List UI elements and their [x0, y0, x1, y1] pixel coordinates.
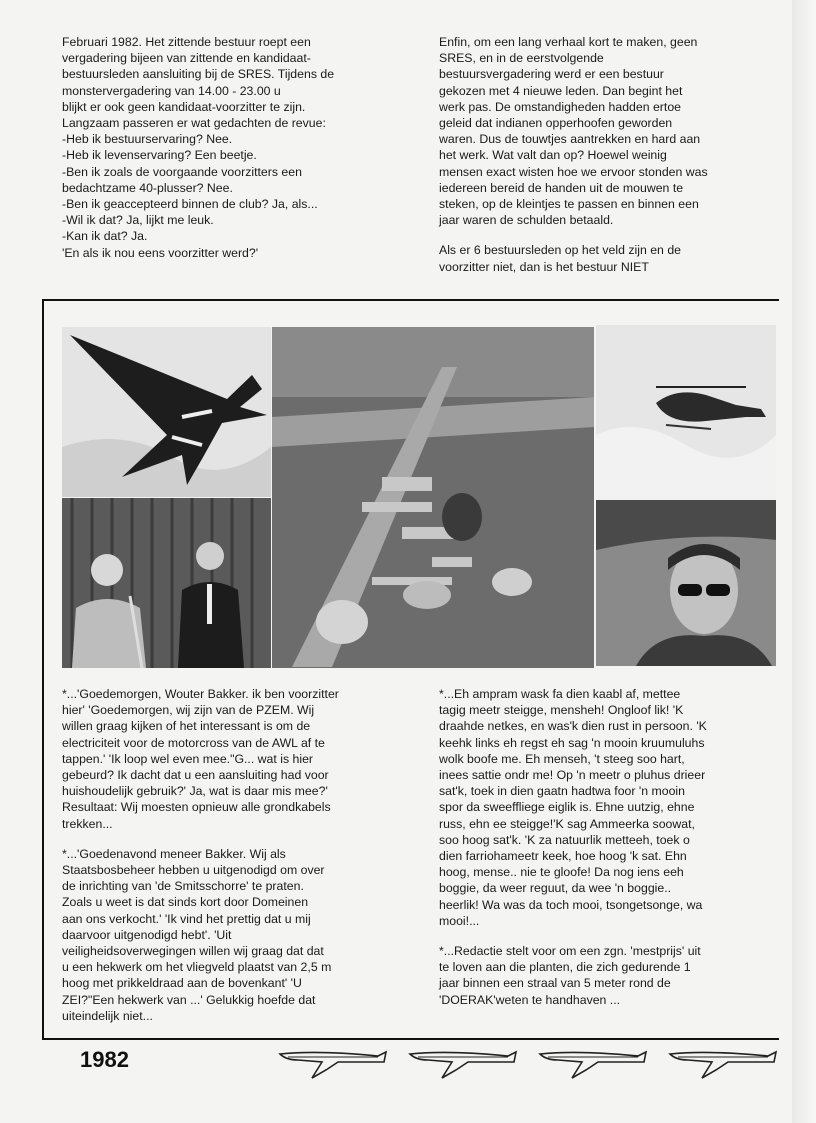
text-line: SRES, en in de eerstvolgende: [439, 51, 604, 66]
text-line: voorzitter niet, dan is het bestuur NIET: [439, 259, 649, 274]
text-line: soo hoog sat'k. 'K za natuurlik metteeh, toek o: [439, 832, 690, 847]
text-line: -Heb ik bestuurservaring? Nee.: [62, 132, 233, 147]
intro-column-right: [439, 34, 739, 275]
speakers-podium-photo: [62, 498, 271, 668]
text-line: willen graag kijken of het interessant is om de: [62, 719, 311, 734]
text-line: heerlik! Wa was da toch mooi, tsongetsonge, wa: [439, 897, 703, 912]
anecdote-column-right: [439, 686, 739, 1008]
text-line: spor da sweeffliege eiglik is. Ehne uutzig, ehne: [439, 800, 695, 815]
text-line: russ, ehn ee steigge!'K sag Ammeerka soowat,: [439, 816, 695, 831]
staatsbosbeheer-anecdote: [62, 846, 380, 1024]
paper-edge: [792, 0, 816, 1123]
pilot-portrait-photo: [596, 500, 776, 666]
text-line: gebeurd? Ik dacht dat u een aansluiting had voor: [62, 768, 329, 783]
text-line: werk pas. De omstandigheden hadden ertoe: [439, 99, 681, 114]
text-line: veiligheidsoverwegingen willen wij graag dat dat: [62, 944, 324, 959]
glider-plane-icon: [408, 1040, 518, 1080]
text-line: sat'k, toek in dien gaatn hadtwa foor 'n mooin: [439, 784, 686, 799]
text-line: bestuursvergadering werd er een bestuur: [439, 67, 664, 82]
text-line: iedereen bereid de handen uit de mouwen te: [439, 180, 684, 195]
board-closing-paragraph: [439, 242, 739, 274]
text-line: *...Redactie stelt voor om een zgn. 'mestprijs' uit: [439, 944, 701, 959]
text-line: inees sattie ondr me! Op 'n meetr o pluhus drieer: [439, 768, 706, 783]
year-label: 1982: [80, 1047, 129, 1072]
text-line: 'DOERAK'weten te handhaven ...: [439, 992, 621, 1007]
dialect-flight-story: [439, 686, 739, 929]
text-line: waren. Dus de touwtjes aantrekken en hard aan: [439, 132, 701, 147]
text-line: vergadering bijeen van zittende en kandidaat-: [62, 51, 311, 66]
text-line: -Wil ik dat? Ja, lijkt me leuk.: [62, 213, 214, 228]
text-line: de inrichting van 'de Smitsschorre' te praten.: [62, 879, 304, 894]
glider-plane-icon: [668, 1040, 778, 1080]
text-line: hier' 'Goedemorgen, wij zijn van de PZEM. Wij: [62, 703, 315, 718]
text-line: Enfin, om een lang verhaal kort te maken, geen: [439, 35, 698, 49]
text-line: 'En als ik nou eens voorzitter werd?': [62, 245, 259, 260]
text-line: Resultaat: Wij moesten opnieuw alle grondkabels: [62, 800, 331, 815]
text-line: het werk. Wat valt dan op? Hoewel weinig: [439, 148, 667, 163]
text-line: -Kan ik dat? Ja.: [62, 229, 148, 244]
text-line: *...'Goedenavond meneer Bakker. Wij als: [62, 846, 286, 861]
text-line: hoog, mense.. nie te gloofe! Da nog iens eeh: [439, 865, 684, 880]
text-line: electriciteit voor de motorcross van de AWL af te: [62, 735, 325, 750]
text-line: -Ben ik zoals de voorgaande voorzitters een: [62, 164, 302, 179]
helicopter-photo: [596, 325, 776, 500]
text-line: tappen.' 'Ik loop wel even mee."G... wat is hier: [62, 751, 314, 766]
pzem-anecdote: [62, 686, 380, 832]
text-line: steken, op de kleintjes te passen en binnen een: [439, 197, 699, 212]
text-line: monstervergadering van 14.00 - 23.00 u: [62, 83, 281, 98]
text-line: bestuursleden aansluiting bij de SRES. Tijdens de: [62, 67, 335, 82]
text-line: ZEI?"Een hekwerk van ...' Gelukkig hoefde dat: [62, 992, 316, 1007]
text-line: *...Eh ampram wask fa dien kaabl af, mettee: [439, 687, 681, 701]
text-line: Februari 1982. Het zittende bestuur roept een: [62, 35, 311, 49]
glider-plane-icon: [278, 1040, 388, 1080]
text-line: gekozen met 4 nieuwe leden. Dan begint het: [439, 83, 683, 98]
text-line: Staatsbosbeheer hebben u uitgenodigd om over: [62, 863, 325, 878]
text-line: aan ons verkocht.' 'Ik vind het prettig dat u mij: [62, 911, 311, 926]
text-line: huishoudelijk gebruik?' Ja, wat is daar mis mee?': [62, 784, 328, 799]
text-line: u een hekwerk om het vliegveld plaatst van 2,5 m: [62, 960, 332, 975]
text-line: -Heb ik levenservaring? Een beetje.: [62, 148, 257, 163]
text-line: Als er 6 bestuursleden op het veld zijn en de: [439, 243, 681, 258]
text-line: daarvoor uitgenodigd hebt'. 'Uit: [62, 927, 232, 942]
text-line: mooi!...: [439, 913, 480, 928]
text-line: *...'Goedemorgen, Wouter Bakker. ik ben voorzitter: [62, 687, 339, 701]
text-line: dien farriohameetr keek, hoe hoog 'k sat. Ehn: [439, 849, 687, 864]
text-line: draahde netkes, en was'k dien rust in persoon. 'K: [439, 719, 707, 734]
text-line: hoog met prikkeldraad aan de bovenkant' 'U: [62, 976, 302, 991]
text-line: te loven aan die planten, die zich gedurende 1: [439, 960, 691, 975]
text-line: tagig meetr steigge, mensheh! Ongloof lik! 'K: [439, 703, 684, 718]
intro-paragraph: [62, 34, 380, 261]
text-line: blijkt er ook geen kandidaat-voorzitter te zijn.: [62, 99, 306, 114]
jet-airshow-photo: [62, 327, 271, 497]
anecdote-column-left: [62, 686, 380, 1024]
text-line: jaar waren de schulden betaald.: [439, 213, 614, 228]
text-line: uiteindelijk niet...: [62, 1008, 153, 1023]
text-line: mensen exact wisten hoe we ervoor stonden was: [439, 164, 708, 179]
text-line: -Ben ik geaccepteerd binnen de club? Ja, als...: [62, 197, 318, 212]
intro-column-left: [62, 34, 380, 261]
frame-top-rule: [42, 299, 779, 301]
text-line: bedachtzame 40-plusser? Nee.: [62, 180, 233, 195]
text-line: trekken...: [62, 816, 113, 831]
glider-plane-icon: [538, 1040, 648, 1080]
text-line: Langzaam passeren er wat gedachten de revue:: [62, 116, 326, 131]
text-line: Zoals u weet is dat sinds kort door Domeinen: [62, 895, 309, 910]
mestprijs-note: [439, 943, 739, 1008]
text-line: jaar binnen een straal van 5 meter rond de: [439, 976, 671, 991]
frame-left-rule: [42, 299, 44, 1040]
text-line: boggie, da weer reguut, da wee 'n boggie..: [439, 881, 672, 896]
aerial-airfield-photo: [272, 327, 594, 668]
text-line: keehk links eh regst eh sag 'n mooin kruumuluhs: [439, 735, 705, 750]
text-line: wolk boofe me. Eh menseh, 't steeg soo hart,: [439, 751, 685, 766]
board-paragraph: [439, 34, 739, 228]
text-line: geleid dat indianen opperhoofen geworden: [439, 116, 673, 131]
